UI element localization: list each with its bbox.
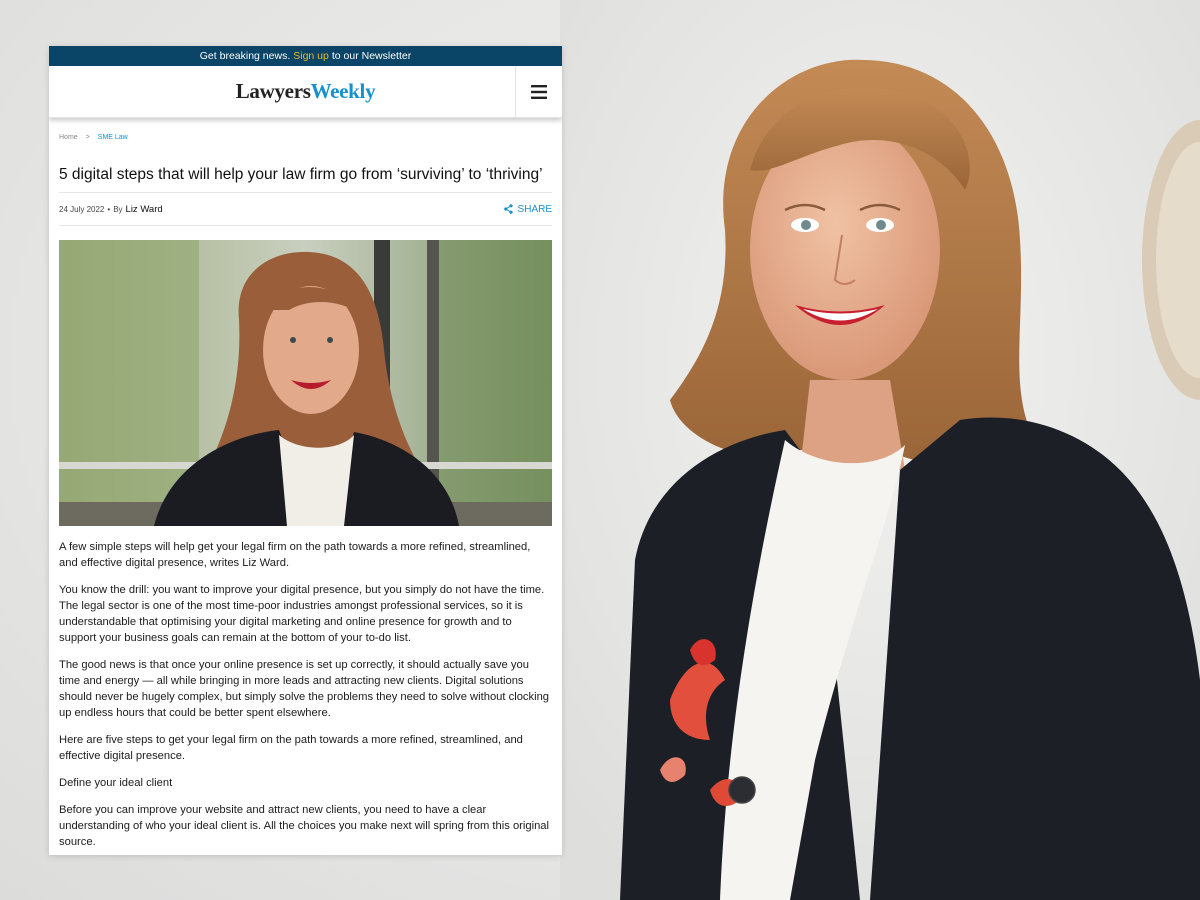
hamburger-menu-icon xyxy=(531,85,547,99)
article-paragraph: Here are five steps to get your legal firm on the path towards a more refined, streamlined, and effective digital presence. xyxy=(59,734,523,762)
article-intro: A few simple steps will help get your legal firm on the path towards a more refined, streamlined, and effective digital presence, writes Liz Ward. xyxy=(59,541,531,569)
jacket-button xyxy=(729,777,755,803)
meta-divider xyxy=(59,225,552,226)
share-icon xyxy=(504,204,513,214)
article-paragraph: Before you can improve your website and attract new clients, you need to have a clear understanding of who your ideal client is. All the choices you make next will spring from this original source. xyxy=(59,804,550,848)
newsletter-suffix: to our Newsletter xyxy=(331,50,412,62)
site-header xyxy=(49,66,562,118)
author-link[interactable]: Liz Ward xyxy=(125,203,163,215)
article-card xyxy=(49,46,562,855)
share-label: SHARE xyxy=(517,203,552,215)
article-photo xyxy=(59,240,552,526)
breadcrumb-sme-law[interactable]: SME Law xyxy=(97,134,128,141)
breadcrumb xyxy=(59,134,552,141)
logo-part-weekly: Weekly xyxy=(310,79,376,103)
article-content xyxy=(49,134,562,850)
share-button[interactable] xyxy=(504,204,552,215)
portrait-photo xyxy=(560,0,1200,900)
newsletter-prefix: Get breaking news. xyxy=(199,50,291,62)
signup-link[interactable]: Sign up xyxy=(293,50,329,62)
article-meta xyxy=(59,193,552,225)
article-subheading: Define your ideal client xyxy=(59,777,173,789)
article-date: 24 July 2022 xyxy=(59,204,105,214)
menu-button[interactable] xyxy=(515,66,562,117)
newsletter-bar xyxy=(49,46,562,66)
breadcrumb-home[interactable]: Home xyxy=(59,134,78,141)
site-logo[interactable] xyxy=(236,79,376,104)
logo-part-lawyers: Lawyers xyxy=(235,79,311,103)
article-paragraph: You know the drill: you want to improve your digital presence, but you simply do not have the time. The legal sector is one of the most time-poor industries amongst professional services, so it is understandable that optimising your digital marketing and online presence for growth and to support your business goals can remain at the bottom of your to-do list. xyxy=(59,584,545,644)
meta-bullet: • xyxy=(107,204,111,214)
article-title: 5 digital steps that will help your law firm go from ‘surviving’ to ‘thriving’ xyxy=(59,166,543,183)
breadcrumb-separator: > xyxy=(85,134,90,141)
by-label: By xyxy=(113,204,123,214)
article-paragraph: The good news is that once your online presence is set up correctly, it should actually save you time and energy — all while bringing in more leads and attracting new clients. Digital solutions should never be hugely complex, but simply solve the problems they need to solve without clocking up endless hours that could be better spent elsewhere. xyxy=(59,659,550,719)
